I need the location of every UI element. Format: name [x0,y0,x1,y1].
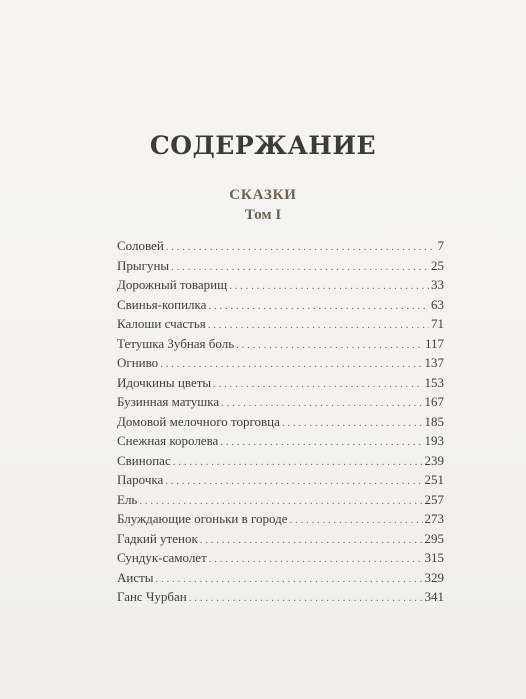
toc-entry-title: Соловей [117,238,164,253]
toc-leader-dots [282,414,423,434]
toc-entry-title: Тетушка Зубная боль [117,335,235,351]
toc-entry-page: 7 [437,238,444,253]
toc-entry-page: 185 [424,413,444,429]
toc-entry-page: 257 [424,491,444,507]
toc-entry-title: Сундук-самолет [117,550,207,565]
toc-entry [117,490,444,510]
toc-entry [117,548,444,568]
toc-entry [117,451,444,471]
toc-entry-title: Свинопас [117,452,171,468]
toc-entry-page: 33 [431,277,444,292]
toc-entry-page: 71 [431,316,444,331]
toc-entry-title: Дорожный товарищ [117,277,228,292]
section-heading: СКАЗКИ [229,187,297,203]
toc-leader-dots [165,472,422,492]
toc-entry [117,509,444,529]
toc-entry-title: Бузинная матушка [117,394,220,409]
toc-leader-dots [173,453,423,473]
toc-entry-title: Калоши счастья [117,316,206,331]
toc-entry [117,568,444,588]
toc-leader-dots [209,550,423,570]
toc-leader-dots [189,589,423,609]
toc-entry [117,256,444,276]
toc-entry-page: 167 [424,394,444,409]
toc-entry-title: Ель [117,491,138,507]
toc-entry [117,334,444,354]
toc-entry-page: 239 [424,452,444,468]
volume-heading: Том I [244,207,282,223]
toc-entry [117,431,444,451]
toc-entry-title: Идочкины цветы [117,374,212,390]
toc-entry-page: 329 [424,569,444,585]
toc-entry-title: Блуждающие огоньки в городе [117,511,288,526]
toc-entry [117,314,444,334]
toc-entry-title: Парочка [117,472,164,487]
toc-leader-dots [290,511,423,531]
toc-entry-title: Аисты [117,569,154,585]
toc-leader-dots [236,336,423,356]
toc-entry-page: 341 [424,589,444,604]
toc-entry [117,236,444,256]
toc-entry [117,412,444,432]
toc-entry-title: Ганс Чурбан [117,589,187,604]
toc-entry-title: Гадкий утенок [117,530,198,546]
toc-leader-dots [200,531,423,551]
toc-entry [117,392,444,412]
toc-entry-title: Домовой мелочного торговца [117,413,280,429]
toc-leader-dots [166,238,436,258]
toc-entry [117,470,444,490]
toc-entry [117,295,444,315]
toc-entry [117,529,444,549]
toc-entry [117,353,444,373]
toc-entry-page: 251 [424,472,444,487]
toc-entry-title: Огниво [117,355,159,370]
toc-entry-page: 117 [424,335,444,351]
toc-leader-dots [213,375,422,395]
toc-entry [117,275,444,295]
toc-leader-dots [208,297,429,317]
toc-entry-page: 295 [424,530,444,546]
toc-entry-title: Прыгуны [117,257,170,273]
toc-leader-dots [229,277,429,297]
toc-leader-dots [156,570,423,590]
toc-entry [117,587,444,607]
page-title: СОДЕРЖАНИЕ [149,131,377,160]
toc-entry-title: Снежная королева [117,433,219,448]
toc-leader-dots [208,316,429,336]
toc-entry-page: 315 [424,550,444,565]
toc-entry [117,373,444,393]
toc-entry-page: 193 [424,433,444,448]
toc-entry-page: 137 [424,355,444,370]
toc-leader-dots [220,433,422,453]
toc-entry-page: 25 [431,257,444,273]
toc-entry-page: 273 [424,511,444,526]
table-of-contents [117,236,444,607]
toc-entry-title: Свинья-копилка [117,296,207,312]
toc-entry-page: 153 [424,374,444,390]
toc-entry-page: 63 [431,296,444,312]
